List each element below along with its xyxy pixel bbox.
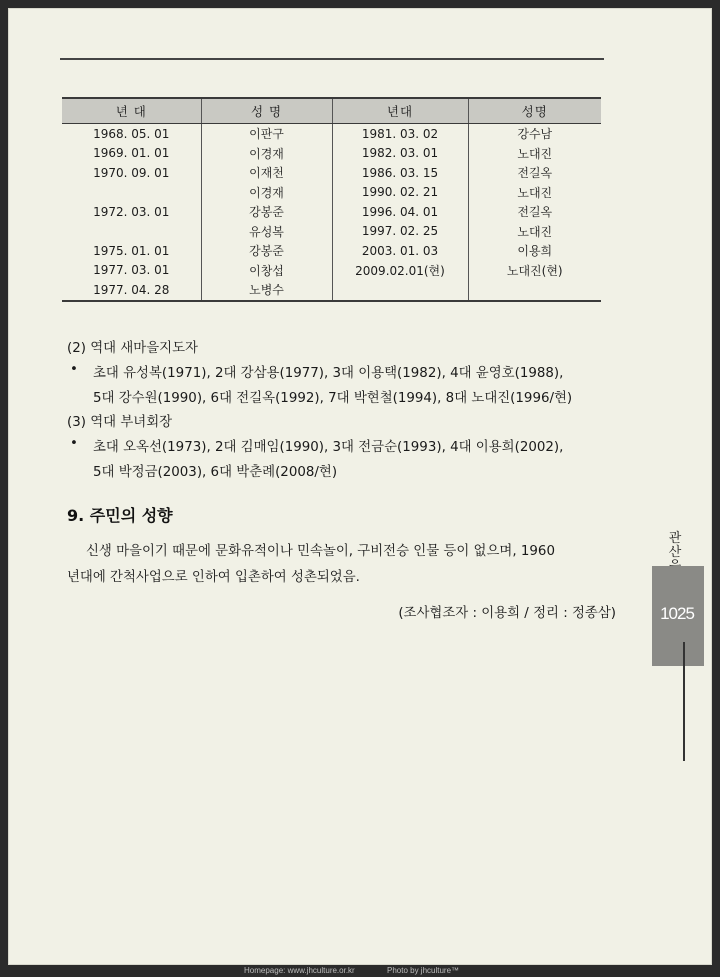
bullet-icon: •: [70, 362, 78, 377]
table-cell: 2009.02.01(현): [332, 261, 468, 281]
table-cell: 1975. 01. 01: [93, 243, 170, 258]
section-9-paragraph-line-1: 신생 마을이기 때문에 문화유적이나 민속놀이, 구비전승 인물 등이 없으며, 1960: [86, 544, 555, 559]
table-row: [62, 144, 601, 164]
table-row: [62, 280, 601, 301]
table-cell: 노대진: [468, 222, 601, 242]
photo-footer: [0, 965, 720, 977]
table-row: [62, 124, 601, 144]
signature-line: (조사협조자 : 이용희 / 정리 : 정종삼): [398, 606, 616, 621]
table-cell: 1977. 03. 01: [93, 263, 170, 278]
table-cell: 이용희: [468, 241, 601, 261]
table-cell: 1970. 09. 01: [93, 165, 170, 180]
header-name-1: 성 명: [201, 98, 332, 124]
table-row: [62, 222, 601, 242]
bullet-icon: •: [70, 436, 78, 451]
table-cell: 노대진(현): [468, 261, 601, 281]
table-cell: 이재천: [201, 163, 332, 183]
table-row: [62, 241, 601, 261]
table-cell: 전길옥: [468, 202, 601, 222]
side-label-char: 산: [668, 545, 682, 560]
table-header-row: [62, 98, 601, 124]
table-cell: 이창섭: [201, 261, 332, 281]
table-cell: [62, 183, 201, 203]
footer-photo-credit: Photo by jhculture™: [387, 966, 460, 975]
table-row: [62, 183, 601, 203]
section-2-heading: (2) 역대 새마을지도자: [67, 341, 198, 356]
header-name-2: 성명: [468, 98, 601, 124]
section-9-heading: 9. 주민의 성향: [67, 506, 173, 525]
table-cell: 1982. 03. 01: [332, 144, 468, 164]
footer-homepage: Homepage: www.jhculture.or.kr: [244, 966, 355, 975]
table-cell: [468, 280, 601, 301]
table-cell: [332, 280, 468, 301]
table-cell: 전길옥: [468, 163, 601, 183]
page-number: 1025: [660, 604, 694, 623]
section-2-line-1: 초대 유성복(1971), 2대 강삼용(1977), 3대 이용택(1982), 4대 윤영호(1988),: [93, 366, 564, 381]
section-3-line-1: 초대 오옥선(1973), 2대 김매임(1990), 3대 전금순(1993), 4대 이용희(2002),: [93, 440, 564, 455]
table-row: [62, 202, 601, 222]
table-cell: 노대진: [468, 144, 601, 164]
section-9-paragraph-line-2: 년대에 간척사업으로 인하여 입촌하여 성촌되었음.: [67, 570, 360, 585]
table-cell: 유성복: [201, 222, 332, 242]
table-cell: 1986. 03. 15: [332, 163, 468, 183]
table-cell: 1981. 03. 02: [332, 124, 468, 144]
top-rule: [60, 58, 604, 60]
table-cell: 노병수: [201, 280, 332, 301]
table-cell: 1968. 05. 01: [93, 126, 170, 141]
table-cell: 1977. 04. 28: [62, 280, 201, 301]
officials-table: [62, 97, 601, 302]
table-row: [62, 261, 601, 281]
side-rule: [683, 642, 685, 761]
table-cell: 노대진: [468, 183, 601, 203]
table-cell: 이판구: [201, 124, 332, 144]
table-cell: 이경재: [201, 144, 332, 164]
table-cell: 2003. 01. 03: [332, 241, 468, 261]
table-cell: 1997. 02. 25: [332, 222, 468, 242]
section-3-heading: (3) 역대 부녀회장: [67, 415, 173, 430]
table-cell: 강봉준: [201, 241, 332, 261]
table-cell: 1990. 02. 21: [332, 183, 468, 203]
table-cell: 1969. 01. 01: [93, 146, 170, 161]
table-cell: 강봉준: [201, 202, 332, 222]
side-label-char: 관: [668, 531, 682, 546]
table-cell: 1996. 04. 01: [332, 202, 468, 222]
header-year-1: 년 대: [62, 98, 201, 124]
section-2-line-2: 5대 강수원(1990), 6대 전길옥(1992), 7대 박현철(1994), 8대 노대진(1996/현): [93, 391, 573, 406]
header-year-2: 년대: [332, 98, 468, 124]
table-cell: [62, 222, 201, 242]
table-cell: 이경재: [201, 183, 332, 203]
table-cell: 강수남: [468, 124, 601, 144]
section-3-line-2: 5대 박정금(2003), 6대 박춘례(2008/현): [93, 465, 338, 480]
table-cell: 1972. 03. 01: [93, 204, 170, 219]
table-row: [62, 163, 601, 183]
